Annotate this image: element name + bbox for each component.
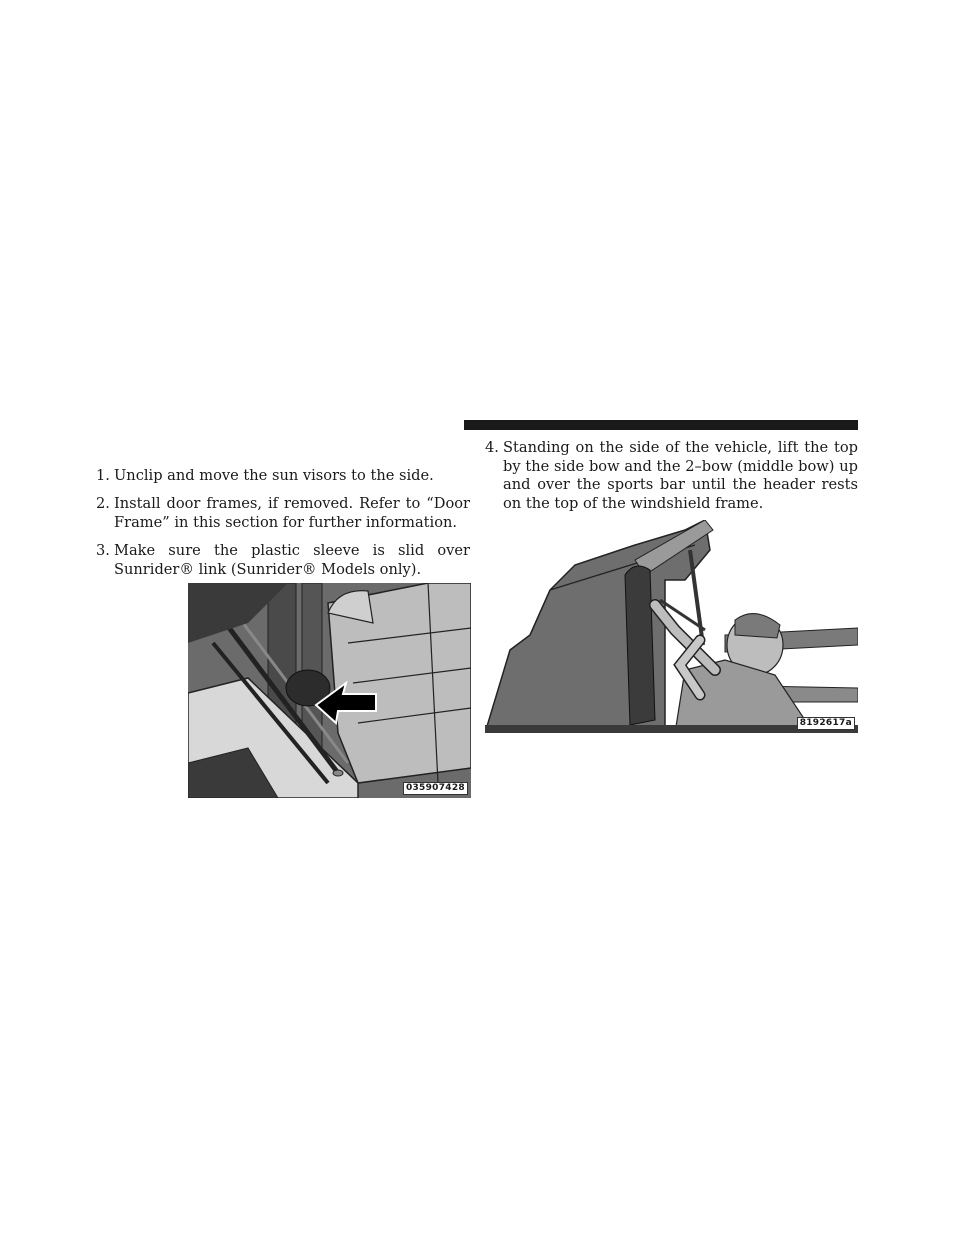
step-3 (96, 542, 470, 579)
step-text: Unclip and move the sun visors to the side. (114, 467, 434, 484)
section-rule (464, 420, 858, 430)
lifting-top-illustration (485, 520, 858, 733)
figure-code-label: 8192617a (797, 717, 855, 730)
step-text: Standing on the side of the vehicle, lift the top by the side bow and the 2–bow (middle bow) up and over the sports bar until the header rests on the top of the windshield frame. (503, 439, 858, 512)
step-number: 2. (96, 495, 110, 512)
step-text: Install door frames, if removed. Refer to “Door Frame” in this section for further information. (114, 495, 470, 531)
step-4 (485, 439, 858, 513)
step-number: 3. (96, 542, 110, 559)
sunrider-sleeve-illustration (188, 583, 471, 798)
step-2 (96, 495, 470, 532)
step-number: 4. (485, 439, 499, 456)
step-text: Make sure the plastic sleeve is slid over Sunrider® link (Sunrider® Models only). (114, 542, 470, 578)
step-1 (96, 467, 470, 486)
figure-code-label: 035907428 (403, 782, 468, 795)
step-number: 1. (96, 467, 110, 484)
